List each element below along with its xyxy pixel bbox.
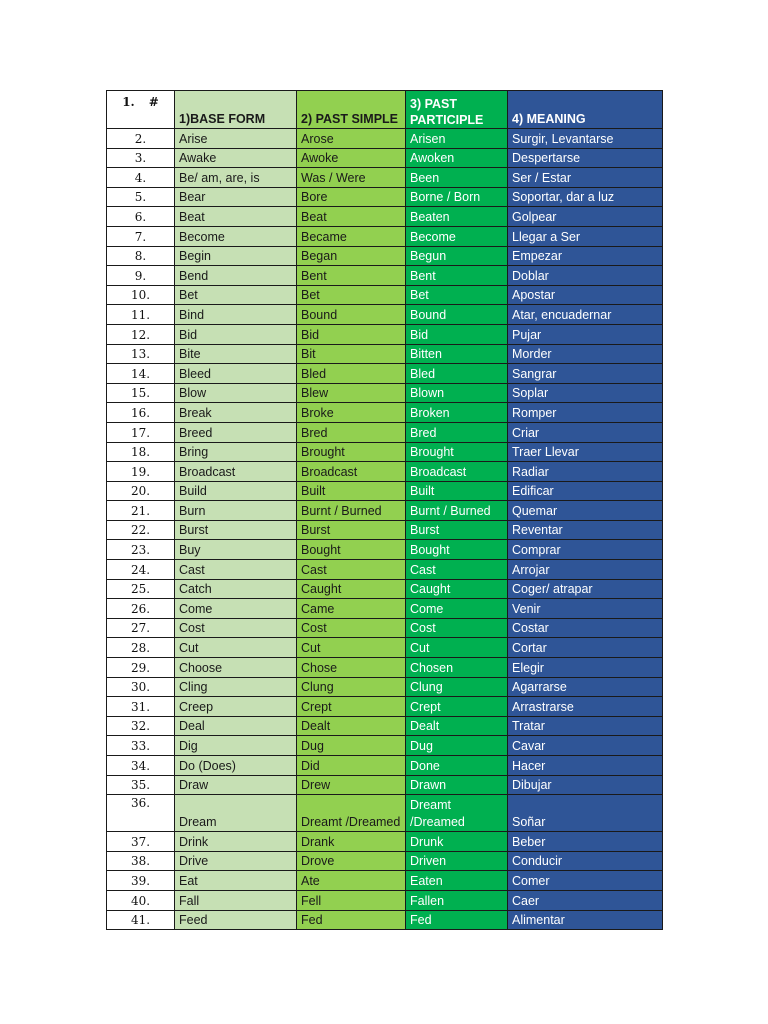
past-participle-cell: Awoken [406, 148, 508, 168]
past-participle-cell: Caught [406, 579, 508, 599]
row-number: 9. [107, 266, 175, 286]
meaning-cell: Conducir [508, 851, 663, 871]
meaning-cell: Alimentar [508, 910, 663, 930]
table-row [107, 560, 663, 580]
meaning-cell: Elegir [508, 658, 663, 678]
row-number: 40. [107, 890, 175, 910]
past-simple-cell: Bred [297, 422, 406, 442]
table-row [107, 324, 663, 344]
base-form-cell: Fall [175, 890, 297, 910]
base-form-cell: Bleed [175, 364, 297, 384]
meaning-cell: Soportar, dar a luz [508, 187, 663, 207]
table-row [107, 148, 663, 168]
base-form-cell: Draw [175, 775, 297, 795]
base-form-cell: Burn [175, 501, 297, 521]
meaning-cell: Costar [508, 618, 663, 638]
row-number: 14. [107, 364, 175, 384]
table-row [107, 638, 663, 658]
row-number: 29. [107, 658, 175, 678]
past-participle-cell: Burnt / Burned [406, 501, 508, 521]
base-form-cell: Drive [175, 851, 297, 871]
past-simple-cell: Caught [297, 579, 406, 599]
table-row [107, 129, 663, 149]
table-row [107, 305, 663, 325]
table-row [107, 422, 663, 442]
row-number: 20. [107, 481, 175, 501]
row-number: 23. [107, 540, 175, 560]
row-number: 18. [107, 442, 175, 462]
meaning-cell: Comer [508, 871, 663, 891]
past-simple-cell: Dealt [297, 716, 406, 736]
past-simple-cell: Built [297, 481, 406, 501]
meaning-cell: Golpear [508, 207, 663, 227]
past-simple-cell: Was / Were [297, 168, 406, 188]
table-row [107, 910, 663, 930]
base-form-cell: Cut [175, 638, 297, 658]
meaning-cell: Reventar [508, 520, 663, 540]
base-form-cell: Catch [175, 579, 297, 599]
past-participle-cell: Clung [406, 677, 508, 697]
table-row [107, 168, 663, 188]
table-row [107, 207, 663, 227]
meaning-cell: Dibujar [508, 775, 663, 795]
table-row [107, 871, 663, 891]
row-number: 21. [107, 501, 175, 521]
meaning-cell: Ser / Estar [508, 168, 663, 188]
row-number: 33. [107, 736, 175, 756]
past-participle-cell: Broadcast [406, 462, 508, 482]
past-participle-cell: Brought [406, 442, 508, 462]
meaning-cell: Edificar [508, 481, 663, 501]
base-form-cell: Burst [175, 520, 297, 540]
past-simple-cell: Arose [297, 129, 406, 149]
past-simple-cell: Bet [297, 285, 406, 305]
table-row [107, 677, 663, 697]
table-row [107, 832, 663, 852]
past-participle-cell: Broken [406, 403, 508, 423]
past-participle-cell: Bled [406, 364, 508, 384]
base-form-cell: Deal [175, 716, 297, 736]
base-form-cell: Dig [175, 736, 297, 756]
base-form-cell: Choose [175, 658, 297, 678]
row-number: 10. [107, 285, 175, 305]
past-participle-cell: Arisen [406, 129, 508, 149]
past-participle-cell: Bound [406, 305, 508, 325]
meaning-cell: Pujar [508, 324, 663, 344]
table-row [107, 599, 663, 619]
table-row [107, 266, 663, 286]
past-participle-cell: Bitten [406, 344, 508, 364]
past-simple-cell: Beat [297, 207, 406, 227]
meaning-cell: Quemar [508, 501, 663, 521]
past-participle-cell: Fallen [406, 890, 508, 910]
table-row [107, 697, 663, 717]
past-simple-cell: Crept [297, 697, 406, 717]
meaning-cell: Empezar [508, 246, 663, 266]
meaning-cell: Coger/ atrapar [508, 579, 663, 599]
past-participle-cell: Cut [406, 638, 508, 658]
past-participle-cell: Built [406, 481, 508, 501]
past-simple-cell: Bid [297, 324, 406, 344]
past-simple-cell: Drove [297, 851, 406, 871]
past-participle-cell: Come [406, 599, 508, 619]
base-form-cell: Bring [175, 442, 297, 462]
row-number: 11. [107, 305, 175, 325]
meaning-cell: Soñar [508, 795, 663, 832]
row-number: 25. [107, 579, 175, 599]
meaning-cell: Hacer [508, 756, 663, 776]
past-participle-cell: Crept [406, 697, 508, 717]
table-row [107, 716, 663, 736]
row-number: 12. [107, 324, 175, 344]
meaning-cell: Llegar a Ser [508, 226, 663, 246]
meaning-cell: Apostar [508, 285, 663, 305]
row-number: 41. [107, 910, 175, 930]
past-participle-cell: Drawn [406, 775, 508, 795]
header-meaning: 4) MEANING [508, 91, 663, 129]
row-number: 39. [107, 871, 175, 891]
past-simple-cell: Awoke [297, 148, 406, 168]
past-participle-cell: Borne / Born [406, 187, 508, 207]
past-participle-cell: Cast [406, 560, 508, 580]
row-number: 30. [107, 677, 175, 697]
past-participle-cell: Become [406, 226, 508, 246]
meaning-cell: Atar, encuadernar [508, 305, 663, 325]
past-simple-cell: Broke [297, 403, 406, 423]
table-row [107, 462, 663, 482]
past-participle-cell: Fed [406, 910, 508, 930]
past-simple-cell: Came [297, 599, 406, 619]
past-simple-cell: Brought [297, 442, 406, 462]
table-row [107, 540, 663, 560]
past-simple-cell: Bound [297, 305, 406, 325]
row-number: 8. [107, 246, 175, 266]
table-row [107, 579, 663, 599]
past-simple-cell: Became [297, 226, 406, 246]
meaning-cell: Arrojar [508, 560, 663, 580]
meaning-cell: Traer Llevar [508, 442, 663, 462]
row-number: 35. [107, 775, 175, 795]
row-number: 34. [107, 756, 175, 776]
past-simple-cell: Cut [297, 638, 406, 658]
base-form-cell: Bend [175, 266, 297, 286]
base-form-cell: Arise [175, 129, 297, 149]
past-simple-cell: Burnt / Burned [297, 501, 406, 521]
past-simple-cell: Bore [297, 187, 406, 207]
past-simple-cell: Bled [297, 364, 406, 384]
base-form-cell: Feed [175, 910, 297, 930]
table-row [107, 756, 663, 776]
past-simple-cell: Clung [297, 677, 406, 697]
base-form-cell: Awake [175, 148, 297, 168]
base-form-cell: Cost [175, 618, 297, 638]
past-participle-cell: Done [406, 756, 508, 776]
base-form-cell: Bear [175, 187, 297, 207]
row-number: 7. [107, 226, 175, 246]
row-number: 31. [107, 697, 175, 717]
past-simple-cell: Did [297, 756, 406, 776]
header-base-form: 1)BASE FORM [175, 91, 297, 129]
meaning-cell: Tratar [508, 716, 663, 736]
header-hash-label: # [148, 95, 159, 109]
past-participle-cell: Dug [406, 736, 508, 756]
table-row [107, 795, 663, 832]
row-number: 5. [107, 187, 175, 207]
past-participle-cell: Drunk [406, 832, 508, 852]
past-simple-cell: Began [297, 246, 406, 266]
past-participle-cell: Bid [406, 324, 508, 344]
base-form-cell: Bite [175, 344, 297, 364]
base-form-cell: Beat [175, 207, 297, 227]
base-form-cell: Broadcast [175, 462, 297, 482]
base-form-cell: Drink [175, 832, 297, 852]
base-form-cell: Bid [175, 324, 297, 344]
base-form-cell: Bet [175, 285, 297, 305]
row-number: 28. [107, 638, 175, 658]
table-row [107, 344, 663, 364]
table-body [107, 91, 663, 930]
meaning-cell: Criar [508, 422, 663, 442]
header-number-label: 1. [122, 95, 135, 109]
base-form-cell: Eat [175, 871, 297, 891]
table-row [107, 775, 663, 795]
irregular-verbs-table [106, 90, 663, 930]
past-simple-cell: Chose [297, 658, 406, 678]
table-row [107, 481, 663, 501]
base-form-cell: Break [175, 403, 297, 423]
table-row [107, 618, 663, 638]
past-simple-cell: Drank [297, 832, 406, 852]
row-number: 24. [107, 560, 175, 580]
header-past-participle: 3) PAST PARTICIPLE [406, 91, 508, 129]
past-simple-cell: Bit [297, 344, 406, 364]
table-row [107, 364, 663, 384]
table-row [107, 658, 663, 678]
table-row [107, 285, 663, 305]
row-number: 13. [107, 344, 175, 364]
row-number: 37. [107, 832, 175, 852]
row-number: 22. [107, 520, 175, 540]
past-simple-cell: Cost [297, 618, 406, 638]
past-participle-cell: Chosen [406, 658, 508, 678]
past-simple-cell: Drew [297, 775, 406, 795]
past-participle-cell: Beaten [406, 207, 508, 227]
meaning-cell: Caer [508, 890, 663, 910]
row-number: 38. [107, 851, 175, 871]
table-row [107, 442, 663, 462]
past-simple-cell: Broadcast [297, 462, 406, 482]
header-past-simple: 2) PAST SIMPLE [297, 91, 406, 129]
past-participle-cell: Burst [406, 520, 508, 540]
row-number: 4. [107, 168, 175, 188]
past-simple-cell: Fed [297, 910, 406, 930]
base-form-cell: Cast [175, 560, 297, 580]
row-number: 16. [107, 403, 175, 423]
meaning-cell: Cortar [508, 638, 663, 658]
base-form-cell: Buy [175, 540, 297, 560]
past-participle-cell: Bent [406, 266, 508, 286]
table-row [107, 403, 663, 423]
meaning-cell: Agarrarse [508, 677, 663, 697]
base-form-cell: Breed [175, 422, 297, 442]
table-row [107, 501, 663, 521]
meaning-cell: Surgir, Levantarse [508, 129, 663, 149]
row-number: 36. [107, 795, 175, 832]
past-simple-cell: Ate [297, 871, 406, 891]
past-participle-cell: Driven [406, 851, 508, 871]
past-participle-cell: Dreamt /Dreamed [406, 795, 508, 832]
meaning-cell: Beber [508, 832, 663, 852]
past-simple-cell: Cast [297, 560, 406, 580]
meaning-cell: Sangrar [508, 364, 663, 384]
past-participle-cell: Dealt [406, 716, 508, 736]
meaning-cell: Doblar [508, 266, 663, 286]
meaning-cell: Soplar [508, 383, 663, 403]
row-number: 32. [107, 716, 175, 736]
meaning-cell: Despertarse [508, 148, 663, 168]
row-number: 26. [107, 599, 175, 619]
past-participle-cell: Bred [406, 422, 508, 442]
past-participle-cell: Bet [406, 285, 508, 305]
base-form-cell: Do (Does) [175, 756, 297, 776]
past-participle-cell: Bought [406, 540, 508, 560]
table-row [107, 246, 663, 266]
past-simple-cell: Bent [297, 266, 406, 286]
meaning-cell: Cavar [508, 736, 663, 756]
base-form-cell: Become [175, 226, 297, 246]
base-form-cell: Bind [175, 305, 297, 325]
row-number: 15. [107, 383, 175, 403]
header-number [107, 91, 175, 129]
meaning-cell: Arrastrarse [508, 697, 663, 717]
meaning-cell: Romper [508, 403, 663, 423]
base-form-cell: Come [175, 599, 297, 619]
base-form-cell: Be/ am, are, is [175, 168, 297, 188]
table-row [107, 226, 663, 246]
row-number: 27. [107, 618, 175, 638]
base-form-cell: Build [175, 481, 297, 501]
past-simple-cell: Burst [297, 520, 406, 540]
table-row [107, 890, 663, 910]
base-form-cell: Blow [175, 383, 297, 403]
header-row [107, 91, 663, 129]
meaning-cell: Venir [508, 599, 663, 619]
base-form-cell: Dream [175, 795, 297, 832]
table-row [107, 520, 663, 540]
base-form-cell: Creep [175, 697, 297, 717]
past-simple-cell: Bought [297, 540, 406, 560]
past-simple-cell: Fell [297, 890, 406, 910]
past-simple-cell: Dug [297, 736, 406, 756]
row-number: 6. [107, 207, 175, 227]
base-form-cell: Begin [175, 246, 297, 266]
past-simple-cell: Blew [297, 383, 406, 403]
past-participle-cell: Begun [406, 246, 508, 266]
row-number: 3. [107, 148, 175, 168]
past-participle-cell: Cost [406, 618, 508, 638]
past-simple-cell: Dreamt /Dreamed [297, 795, 406, 832]
meaning-cell: Morder [508, 344, 663, 364]
table-row [107, 851, 663, 871]
past-participle-cell: Been [406, 168, 508, 188]
meaning-cell: Radiar [508, 462, 663, 482]
table-row [107, 736, 663, 756]
row-number: 19. [107, 462, 175, 482]
past-participle-cell: Eaten [406, 871, 508, 891]
past-participle-cell: Blown [406, 383, 508, 403]
row-number: 17. [107, 422, 175, 442]
meaning-cell: Comprar [508, 540, 663, 560]
table-row [107, 187, 663, 207]
row-number: 2. [107, 129, 175, 149]
base-form-cell: Cling [175, 677, 297, 697]
table-row [107, 383, 663, 403]
